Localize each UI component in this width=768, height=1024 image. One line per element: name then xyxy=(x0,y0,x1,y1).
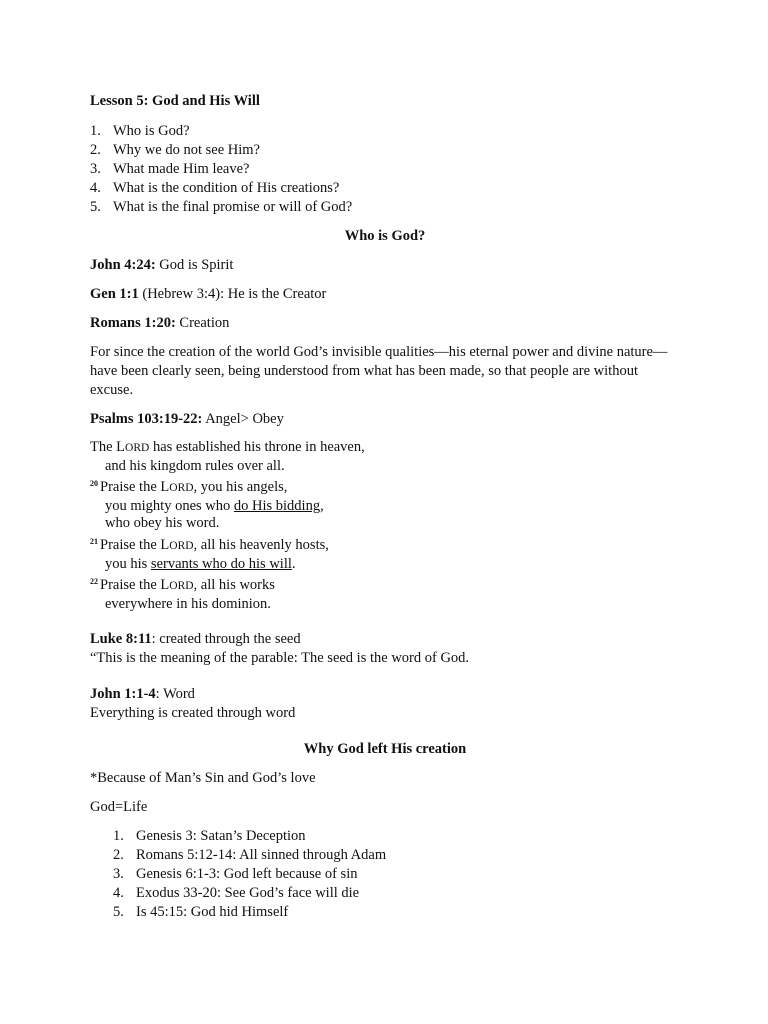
list-item: 1. Who is God? xyxy=(90,123,190,139)
psalm-line: everywhere in his dominion. xyxy=(105,595,271,612)
verse-john-4-24: John 4:24: God is Spirit xyxy=(90,257,234,273)
list-item: 2. Romans 5:12-14: All sinned through Adam xyxy=(113,847,387,864)
document-page xyxy=(90,92,680,922)
verse-romans-1-20: Romans 1:20: Creation xyxy=(90,315,230,331)
list-item: 5. What is the final promise or will of God? xyxy=(90,199,353,215)
god-life-note: God=Life xyxy=(90,799,148,816)
psalm-line: who obey his word. xyxy=(105,515,220,532)
john-text: Everything is created through word xyxy=(90,705,296,722)
verse-number: 21 xyxy=(90,536,98,546)
list-item: 1. Genesis 3: Satan’s Deception xyxy=(113,828,306,845)
psalm-line: $^{22}$ Praise the LORD, all his works xyxy=(90,577,275,594)
because-note: *Because of Man’s Sin and God’s love xyxy=(90,770,316,787)
list-item: 2. Why we do not see Him? xyxy=(90,142,260,158)
romans-quote: For since the creation of the world God’s invisible qualities—his eternal power and divine nature—have been clearly seen, being understood from what has been made, so that people are without excuse. xyxy=(90,344,668,398)
psalm-line: you his servants who do his will. xyxy=(105,555,296,572)
psalm-line: and his kingdom rules over all. xyxy=(105,457,285,474)
verse-luke-8-11: Luke 8:11: created through the seed xyxy=(90,631,301,648)
psalm-line: you mighty ones who do His bidding, xyxy=(105,497,324,514)
verse-number: 20 xyxy=(90,479,98,489)
luke-quote: “This is the meaning of the parable: The seed is the word of God. xyxy=(90,650,470,667)
verse-psalms-103: Psalms 103:19-22: Angel> Obey xyxy=(90,411,284,427)
verse-gen-1-1: Gen 1:1 (Hebrew 3:4): He is the Creator xyxy=(90,286,327,302)
psalm-passage xyxy=(90,439,680,613)
lesson-title: Lesson 5: God and His Will xyxy=(90,93,260,109)
section-heading-why-god-left: Why God left His creation xyxy=(303,741,467,758)
psalm-line: The LORD has established his throne in heaven, xyxy=(90,439,365,455)
list-item: 4. What is the condition of His creations? xyxy=(90,180,340,196)
list-item: 3. Genesis 6:1-3: God left because of sin xyxy=(113,866,358,883)
question-list xyxy=(90,122,680,217)
psalm-line: $^{21}$ Praise the LORD, all his heavenly hosts, xyxy=(90,536,329,553)
list-item: 5. Is 45:15: God hid Himself xyxy=(113,904,289,921)
section-heading-who-is-god: Who is God? xyxy=(344,228,426,244)
list-item: 4. Exodus 33-20: See God’s face will die xyxy=(113,885,360,902)
why-list xyxy=(90,827,680,922)
list-item: 3. What made Him leave? xyxy=(90,161,250,177)
verse-number: 22 xyxy=(90,577,98,587)
verse-john-1-1-4: John 1:1-4: Word xyxy=(90,686,195,703)
psalm-line: $^{20}$ Praise the LORD, you his angels, xyxy=(90,479,288,496)
